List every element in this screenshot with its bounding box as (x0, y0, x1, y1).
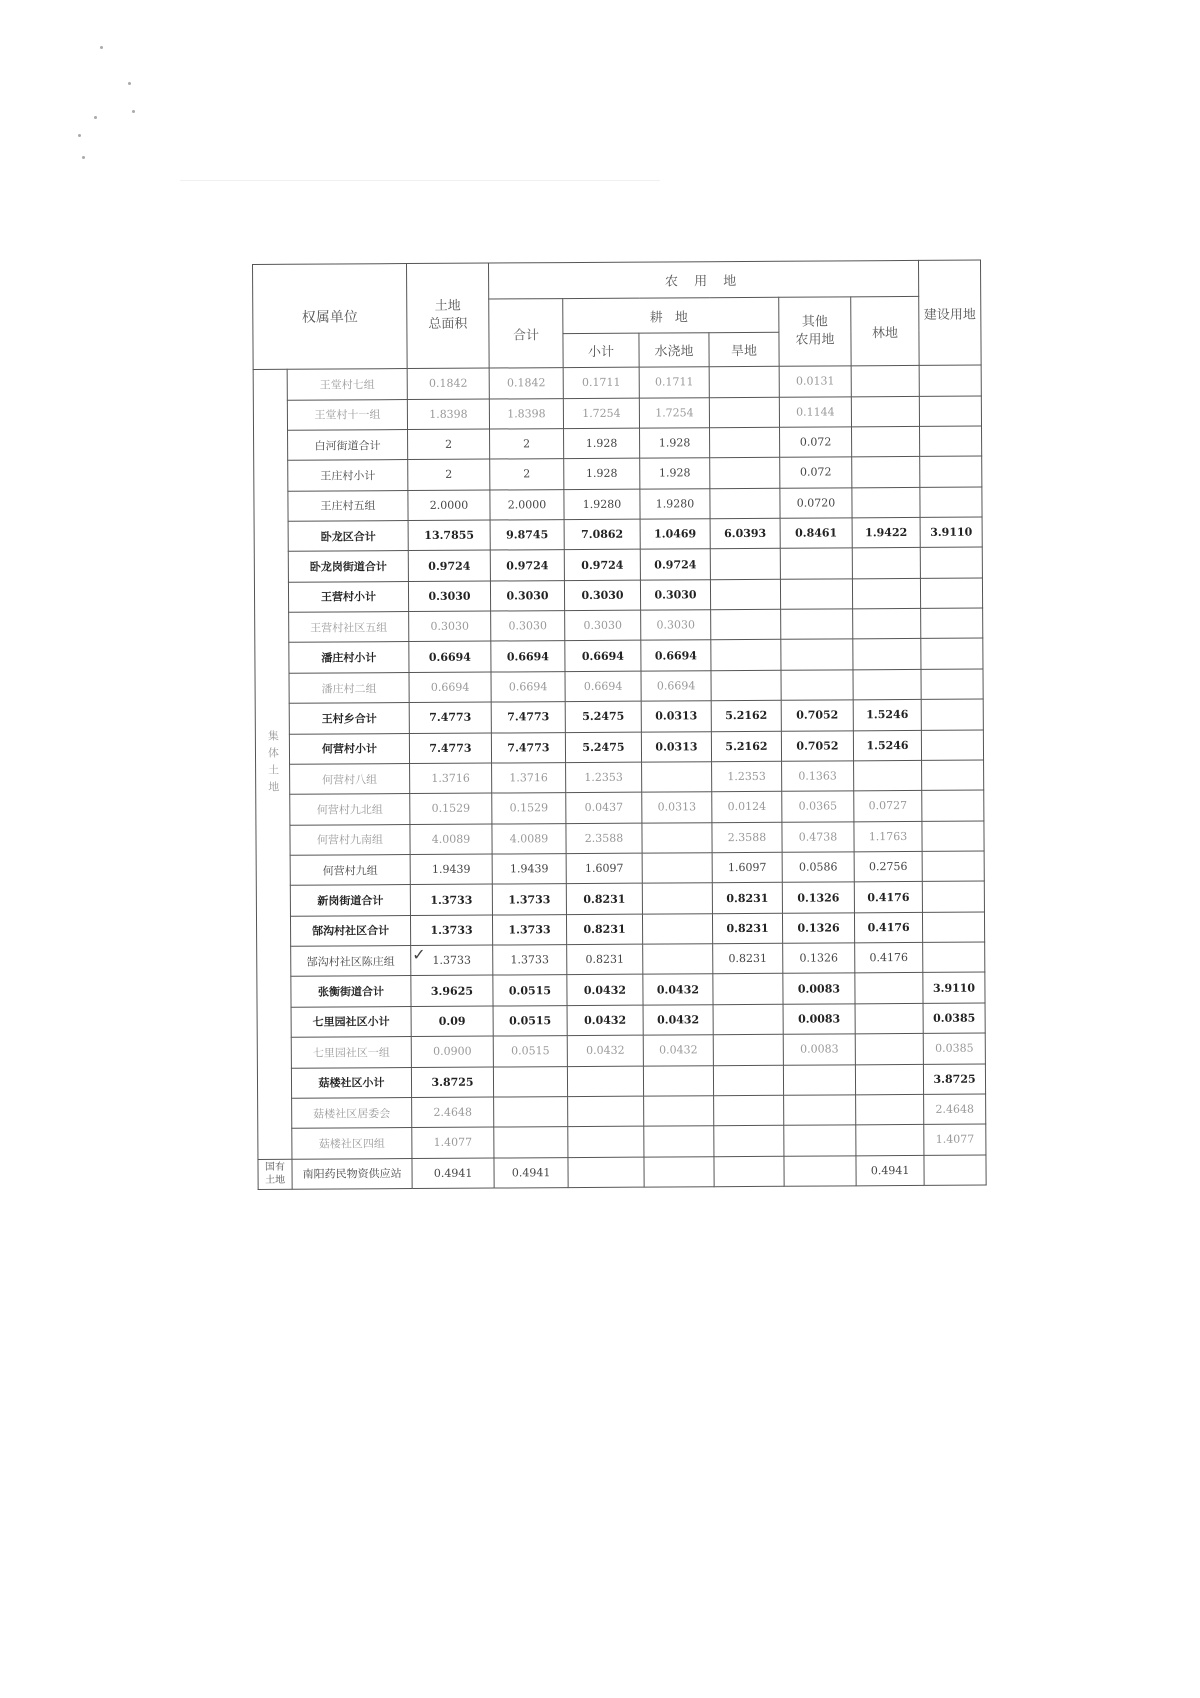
cell-dry (710, 549, 780, 580)
cell-total: 1.9439 (410, 854, 492, 885)
table-row (253, 396, 981, 431)
cell-total: 7.4773 (409, 702, 491, 733)
row-owner-name: 七里园社区小计 (291, 1006, 411, 1037)
cell-sub: 5.2475 (565, 701, 641, 732)
cell-dry (710, 579, 780, 610)
group-collective-land: 集体土地 (253, 370, 292, 1160)
scan-speck (82, 156, 85, 159)
cell-forest: 1.5246 (853, 700, 921, 731)
cell-build (919, 365, 981, 396)
cell-build: 2.4648 (924, 1094, 986, 1125)
cell-other: 0.1326 (782, 882, 854, 913)
row-owner-name: 王营村小计 (288, 581, 408, 612)
cell-total: 3.9625 (411, 975, 493, 1006)
cell-ag-total: 7.4773 (491, 702, 565, 733)
cell-build (921, 639, 983, 670)
row-owner-name: 郜沟村社区陈庄组 (291, 946, 411, 977)
table-row (254, 547, 982, 582)
cell-build: 3.9110 (920, 517, 982, 548)
faint-header-line (180, 180, 660, 181)
header-irrigated-land: 水浇地 (639, 333, 709, 368)
cell-sub: 0.0437 (566, 792, 642, 823)
cell-other: 0.1326 (782, 913, 854, 944)
cell-irr: 0.6694 (641, 671, 711, 702)
cell-total: 3.8725 (411, 1067, 493, 1098)
cell-forest (853, 639, 921, 670)
cell-sub: 0.1711 (563, 367, 639, 398)
row-owner-name: 潘庄村小计 (289, 642, 409, 673)
cell-forest (852, 487, 920, 518)
cell-forest: 0.0727 (854, 791, 922, 822)
cell-build (922, 760, 984, 791)
cell-forest (855, 973, 923, 1004)
cell-forest: 0.4176 (855, 942, 923, 973)
table-row (255, 730, 983, 765)
cell-forest (856, 1094, 924, 1125)
cell-forest (855, 1064, 923, 1095)
cell-total: 2.4648 (412, 1097, 494, 1128)
row-owner-name: 何营村九南组 (290, 824, 410, 855)
cell-other: 0.1363 (782, 761, 854, 792)
cell-forest (853, 669, 921, 700)
cell-irr (642, 883, 712, 914)
cell-sub: 0.0432 (567, 1005, 643, 1036)
cell-total: 2.0000 (408, 490, 490, 521)
cell-dry: 6.0393 (710, 518, 780, 549)
land-area-table (252, 260, 987, 1190)
cell-other: 0.0720 (780, 488, 852, 519)
cell-dry (711, 609, 781, 640)
cell-build (922, 881, 984, 912)
cell-ag-total: 0.6694 (491, 641, 565, 672)
cell-dry (714, 1095, 784, 1126)
cell-other: 0.0083 (783, 1004, 855, 1035)
cell-forest (852, 457, 920, 488)
cell-ag-total: 1.3733 (493, 945, 567, 976)
cell-sub: 1.7254 (563, 398, 639, 429)
cell-build (924, 1155, 986, 1186)
table-row (254, 578, 982, 613)
cell-build (922, 790, 984, 821)
cell-other (781, 639, 853, 670)
cell-build (922, 851, 984, 882)
row-owner-name: 菇楼社区四组 (292, 1128, 412, 1159)
cell-sub: 0.6694 (565, 641, 641, 672)
cell-sub (567, 1066, 643, 1097)
cell-irr (642, 762, 712, 793)
cell-ag-total: 0.0515 (493, 1005, 567, 1036)
cell-forest (856, 1125, 924, 1156)
table-row (257, 1064, 985, 1099)
cell-irr: 1.9280 (640, 488, 710, 519)
cell-dry (711, 640, 781, 671)
cell-ag-total: 0.0515 (493, 1036, 567, 1067)
header-cultivated-land: 耕 地 (563, 298, 779, 334)
cell-sub: 1.2353 (566, 762, 642, 793)
cell-forest (855, 1003, 923, 1034)
cell-total: 0.1842 (407, 368, 489, 399)
cell-total: 0.09 (411, 1006, 493, 1037)
cell-forest (852, 548, 920, 579)
scan-speck (132, 110, 135, 113)
cell-irr: 0.0313 (642, 792, 712, 823)
cell-other (780, 548, 852, 579)
cell-ag-total: 0.1842 (489, 368, 563, 399)
cell-build (921, 669, 983, 700)
cell-forest: 0.4176 (854, 912, 922, 943)
cell-forest (852, 578, 920, 609)
cell-irr: 0.3030 (641, 610, 711, 641)
cell-ag-total: 2 (490, 429, 564, 460)
cell-total: 7.4773 (409, 733, 491, 764)
table-row (256, 790, 984, 825)
cell-build (920, 426, 982, 457)
row-owner-name: 何营村九组 (290, 855, 410, 886)
header-forest-land: 林地 (851, 297, 919, 366)
row-owner-name: 卧龙岗街道合计 (288, 551, 408, 582)
row-owner-name: 白河街道合计 (288, 430, 408, 461)
cell-ag-total: 4.0089 (492, 823, 566, 854)
cell-ag-total (494, 1127, 568, 1158)
cell-build (920, 487, 982, 518)
cell-sub: 0.8231 (566, 883, 642, 914)
cell-total: 1.4077 (412, 1127, 494, 1158)
cell-other (780, 579, 852, 610)
cell-total: 4.0089 (410, 824, 492, 855)
cell-total: 13.7855 (408, 520, 490, 551)
cell-total: 1.8398 (407, 399, 489, 430)
cell-dry: 1.6097 (712, 852, 782, 883)
cell-irr: 0.6694 (641, 640, 711, 671)
cell-sub: 0.0432 (567, 1035, 643, 1066)
cell-irr: 1.928 (640, 428, 710, 459)
header-total: 合计 (489, 299, 563, 368)
cell-irr (644, 1156, 714, 1187)
cell-irr: 0.0432 (643, 1004, 713, 1035)
cell-forest (855, 1034, 923, 1065)
cell-irr: 0.0313 (641, 701, 711, 732)
cell-dry (710, 458, 780, 489)
cell-build: 0.0385 (923, 1033, 985, 1064)
cell-dry: 5.2162 (711, 700, 781, 731)
cell-irr (644, 1126, 714, 1157)
cell-other (783, 1064, 855, 1095)
cell-other: 0.4738 (782, 821, 854, 852)
table-row (255, 699, 983, 734)
cell-sub: 0.3030 (564, 580, 640, 611)
cell-sub: 0.0432 (567, 975, 643, 1006)
header-owner-unit: 权属单位 (253, 264, 408, 370)
cell-forest (851, 366, 919, 397)
cell-other: 0.1326 (783, 943, 855, 974)
table-row (254, 426, 982, 461)
cell-ag-total: 0.6694 (491, 671, 565, 702)
row-owner-name: 菇楼社区小计 (291, 1067, 411, 1098)
table-row (258, 1124, 986, 1159)
cell-other: 0.0365 (782, 791, 854, 822)
cell-other (784, 1125, 856, 1156)
cell-irr (642, 853, 712, 884)
cell-forest: 1.1763 (854, 821, 922, 852)
cell-ag-total: 1.9439 (492, 854, 566, 885)
cell-build (920, 456, 982, 487)
table-row (257, 1033, 985, 1068)
cell-ag-total: 0.0515 (493, 975, 567, 1006)
table-row (254, 456, 982, 491)
cell-dry (713, 1004, 783, 1035)
cell-total: 2 (408, 429, 490, 460)
cell-other: 0.072 (780, 427, 852, 458)
cell-forest (854, 760, 922, 791)
cell-sub: 0.6694 (565, 671, 641, 702)
cell-dry: 5.2162 (711, 731, 781, 762)
cell-other: 0.0586 (782, 852, 854, 883)
cell-ag-total: 2 (490, 459, 564, 490)
row-owner-name: 王庄村五组 (288, 490, 408, 521)
cell-dry (713, 1065, 783, 1096)
table-row (254, 487, 982, 522)
cell-irr: 1.7254 (639, 397, 709, 428)
row-owner-name: 何营村小计 (289, 733, 409, 764)
table-row (257, 942, 985, 977)
cell-irr (643, 944, 713, 975)
table-row (253, 365, 981, 400)
cell-irr: 1.928 (640, 458, 710, 489)
cell-sub: 0.9724 (564, 550, 640, 581)
cell-ag-total: 0.4941 (494, 1157, 568, 1188)
cell-build: 3.8725 (923, 1064, 985, 1095)
cell-total: 1.3716 (410, 763, 492, 794)
table-row (257, 972, 985, 1007)
cell-sub: 2.3588 (566, 823, 642, 854)
row-owner-name: 王营村社区五组 (289, 612, 409, 643)
cell-dry (710, 488, 780, 519)
cell-irr (643, 1065, 713, 1096)
cell-build (921, 730, 983, 761)
cell-ag-total: 2.0000 (490, 489, 564, 520)
row-owner-name: 南阳药民物资供应站 (292, 1158, 412, 1189)
cell-sub: 0.8231 (566, 914, 642, 945)
cell-ag-total: 1.8398 (489, 398, 563, 429)
cell-other: 0.0131 (779, 366, 851, 397)
row-owner-name: 新岗街道合计 (290, 885, 410, 916)
table-row (256, 821, 984, 856)
cell-dry: 0.8231 (712, 883, 782, 914)
row-owner-name: 张衡街道合计 (291, 976, 411, 1007)
table-row (256, 881, 984, 916)
table-row-state-land (258, 1155, 986, 1190)
cell-ag-total (493, 1066, 567, 1097)
cell-other (781, 670, 853, 701)
cell-total: 0.3030 (408, 581, 490, 612)
table-row (255, 669, 983, 704)
cell-irr (642, 822, 712, 853)
table-row (256, 851, 984, 886)
cell-total: 0.3030 (409, 611, 491, 642)
cell-ag-total: 1.3733 (492, 914, 566, 945)
cell-irr (642, 913, 712, 944)
cell-total: 0.4941 (412, 1158, 494, 1189)
cell-sub: 1.928 (564, 458, 640, 489)
cell-total: 2 (408, 459, 490, 490)
header-dry-land: 旱地 (709, 332, 779, 367)
cell-dry (713, 1034, 783, 1065)
table-row (256, 760, 984, 795)
cell-total: 0.9724 (408, 550, 490, 581)
cell-forest (851, 396, 919, 427)
cell-irr: 0.1711 (639, 367, 709, 398)
cell-dry: 2.3588 (712, 822, 782, 853)
row-owner-name: 七里园社区一组 (291, 1037, 411, 1068)
table-row (255, 608, 983, 643)
cell-sub (568, 1126, 644, 1157)
cell-ag-total: 1.3716 (492, 763, 566, 794)
cell-build (920, 547, 982, 578)
cell-build (921, 608, 983, 639)
table-row (257, 1003, 985, 1038)
cell-dry (714, 1125, 784, 1156)
cell-build (922, 821, 984, 852)
scan-speck (128, 82, 131, 85)
cell-sub: 5.2475 (565, 732, 641, 763)
cell-build (923, 912, 985, 943)
cell-forest (853, 609, 921, 640)
cell-sub: 0.8231 (567, 944, 643, 975)
cell-other: 0.072 (780, 457, 852, 488)
cell-ag-total: 7.4773 (491, 732, 565, 763)
cell-irr: 0.9724 (640, 549, 710, 580)
cell-other: 0.1144 (779, 396, 851, 427)
cell-build: 1.4077 (924, 1124, 986, 1155)
cell-other: 0.7052 (781, 730, 853, 761)
cell-other (784, 1155, 856, 1186)
cell-dry: 0.8231 (713, 943, 783, 974)
row-owner-name: 何营村八组 (290, 763, 410, 794)
cell-ag-total: 9.8745 (490, 520, 564, 551)
cell-total: 1.3733 (410, 915, 492, 946)
cell-ag-total: 0.1529 (492, 793, 566, 824)
cell-ag-total: 0.9724 (490, 550, 564, 581)
cell-build: 3.9110 (923, 972, 985, 1003)
row-owner-name: 潘庄村二组 (289, 672, 409, 703)
cell-build (923, 942, 985, 973)
cell-other: 0.7052 (781, 700, 853, 731)
scan-speck (78, 134, 81, 137)
row-owner-name: 王堂村七组 (287, 369, 407, 400)
cell-other: 0.8461 (780, 518, 852, 549)
cell-total: 1.3733 (410, 884, 492, 915)
cell-dry (713, 974, 783, 1005)
cell-build (921, 578, 983, 609)
cell-total: 0.0900 (411, 1036, 493, 1067)
row-owner-name: 卧龙区合计 (288, 521, 408, 552)
cell-dry (710, 427, 780, 458)
cell-other: 0.0083 (783, 1034, 855, 1065)
cell-other (781, 609, 853, 640)
cell-total: 0.6694 (409, 672, 491, 703)
cell-dry (709, 397, 779, 428)
cell-ag-total: 0.3030 (490, 580, 564, 611)
cell-other: 0.0083 (783, 973, 855, 1004)
cell-build (919, 396, 981, 427)
cell-dry: 0.8231 (712, 913, 782, 944)
row-owner-name: 王堂村十一组 (287, 399, 407, 430)
cell-irr: 0.0432 (643, 974, 713, 1005)
row-owner-name: 王庄村小计 (288, 460, 408, 491)
cell-sub: 1.9280 (564, 489, 640, 520)
checkmark-icon: ✓ (412, 944, 426, 965)
cell-dry (709, 367, 779, 398)
cell-sub (568, 1157, 644, 1188)
cell-dry: 0.0124 (712, 792, 782, 823)
cell-sub: 7.0862 (564, 519, 640, 550)
cell-irr (644, 1096, 714, 1127)
cell-other (784, 1095, 856, 1126)
scan-speck (94, 116, 97, 119)
table-row (258, 1094, 986, 1129)
cell-forest: 0.4176 (854, 882, 922, 913)
cell-forest: 0.2756 (854, 851, 922, 882)
cell-forest: 0.4941 (856, 1155, 924, 1186)
cell-dry (714, 1156, 784, 1187)
row-owner-name: 菇楼社区居委会 (292, 1097, 412, 1128)
cell-ag-total: 1.3733 (492, 884, 566, 915)
header-construction-land: 建设用地 (919, 260, 982, 366)
header-agricultural-land: 农 用 地 (488, 260, 918, 299)
header-subtotal: 小计 (563, 333, 639, 368)
cell-total: 0.1529 (410, 793, 492, 824)
row-owner-name: 何营村九北组 (290, 794, 410, 825)
table-row (255, 639, 983, 674)
header-land-total-area: 土地 总面积 (407, 263, 490, 369)
group-state-land: 国有 土地 (258, 1159, 292, 1190)
row-owner-name: 郜沟村社区合计 (290, 915, 410, 946)
table-row (254, 517, 982, 552)
header-other-agricultural: 其他 农用地 (779, 297, 851, 366)
cell-total: 1.3733 (411, 945, 493, 976)
table-row (256, 912, 984, 947)
cell-forest: 1.9422 (852, 517, 920, 548)
cell-forest (852, 426, 920, 457)
cell-sub (568, 1096, 644, 1127)
cell-irr: 0.0432 (643, 1035, 713, 1066)
cell-sub: 0.3030 (565, 610, 641, 641)
cell-build (921, 699, 983, 730)
row-owner-name: 王村乡合计 (289, 703, 409, 734)
cell-dry: 1.2353 (712, 761, 782, 792)
cell-irr: 1.0469 (640, 519, 710, 550)
cell-build: 0.0385 (923, 1003, 985, 1034)
cell-ag-total: 0.3030 (491, 611, 565, 642)
cell-total: 0.6694 (409, 642, 491, 673)
scan-speck (100, 46, 103, 49)
cell-irr: 0.3030 (640, 579, 710, 610)
cell-dry (711, 670, 781, 701)
land-area-table-container (252, 260, 986, 1190)
cell-sub: 1.928 (564, 428, 640, 459)
cell-irr: 0.0313 (641, 731, 711, 762)
cell-ag-total (494, 1096, 568, 1127)
cell-forest: 1.5246 (853, 730, 921, 761)
cell-sub: 1.6097 (566, 853, 642, 884)
